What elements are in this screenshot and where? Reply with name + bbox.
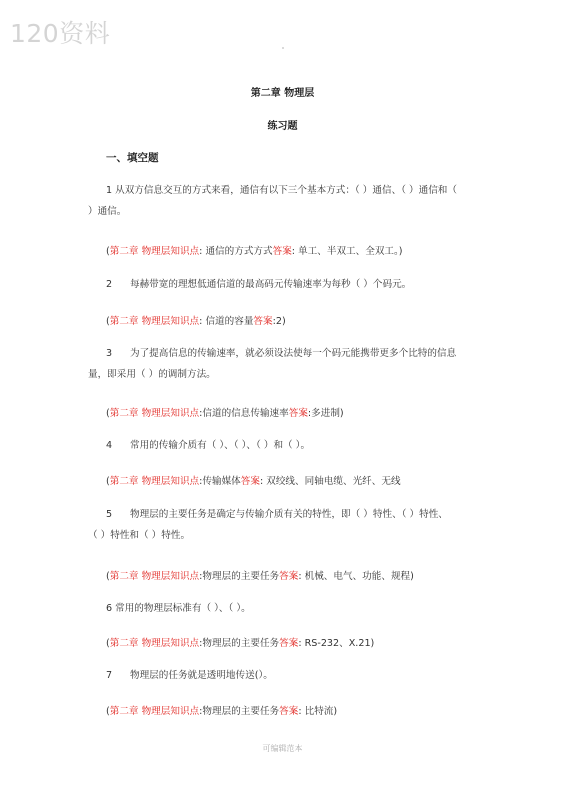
question-number: 6 [106, 603, 113, 614]
answer-chapter: 第二章 物理层知识点 [109, 571, 200, 582]
watermark-logo: 120资料 [10, 19, 111, 48]
question-6 [106, 598, 486, 619]
answer-point: : 通信的方式方式 [199, 246, 273, 257]
answer-5 [106, 568, 506, 582]
question-number: 7 [106, 670, 113, 681]
question-text: 常用的物理层标准有（ ）、（ ）。 [115, 603, 251, 614]
question-text: 每赫带宽的理想低通信道的最高码元传输速率为每秒（ ）个码元。 [130, 279, 412, 290]
answer-prefix: ( [106, 316, 110, 327]
page-footer: 可编辑范本 [262, 744, 303, 753]
section-heading: 一、填空题 [106, 152, 159, 164]
answer-3 [106, 405, 506, 419]
answer-chapter: 第二章 物理层知识点 [109, 638, 200, 649]
answer-chapter: 第二章 物理层知识点 [109, 476, 200, 487]
question-text: 为了提高信息的传输速率，就必须设法使每一个码元能携带更多个比特的信息 [130, 348, 457, 359]
question-number: 5 [106, 509, 113, 520]
decor-dot [282, 47, 284, 49]
answer-chapter: 第二章 物理层知识点 [109, 316, 200, 327]
chapter-title: 第二章 物理层 [250, 88, 315, 99]
answer-text: :多进制) [307, 408, 344, 419]
answer-chapter: 第二章 物理层知识点 [109, 246, 200, 257]
answer-label: 答案 [279, 571, 299, 582]
question-text-cont: （ ）特性和（ ）特性。 [88, 530, 191, 541]
answer-prefix: ( [106, 706, 110, 717]
answer-2 [106, 313, 506, 327]
answer-point: :物理层的主要任务 [199, 706, 280, 717]
answer-label: 答案 [272, 246, 292, 257]
answer-text: : 单工、半双工、全双工。) [291, 246, 403, 257]
question-7 [106, 665, 486, 686]
answer-text: : 比特流) [298, 706, 338, 717]
question-3 [88, 343, 486, 385]
answer-prefix: ( [106, 571, 110, 582]
question-text: 物理层的主要任务是确定与传输介质有关的特性，即（ ）特性、（ ）特性、 [130, 509, 448, 520]
answer-prefix: ( [106, 408, 110, 419]
answer-label: 答案 [279, 638, 299, 649]
question-4 [106, 435, 486, 456]
answer-chapter: 第二章 物理层知识点 [109, 408, 200, 419]
question-text-cont: ）通信。 [88, 206, 127, 217]
question-text: 物理层的任务就是透明地传送(）。 [130, 670, 273, 681]
answer-prefix: ( [106, 246, 110, 257]
answer-point: :物理层的主要任务 [199, 571, 280, 582]
answer-point: :传输媒体 [199, 476, 241, 487]
question-number: 4 [106, 440, 113, 451]
answer-point: :信道的信息传输速率 [199, 408, 289, 419]
answer-point: :物理层的主要任务 [199, 638, 280, 649]
question-number: 2 [106, 279, 113, 290]
question-text: 从双方信息交互的方式来看，通信有以下三个基本方式：（ ）通信、（ ）通信和（ [115, 185, 457, 196]
answer-label: 答案 [279, 706, 299, 717]
answer-prefix: ( [106, 476, 110, 487]
question-2 [106, 274, 486, 295]
question-text-cont: 量，即采用（ ）的调制方法。 [88, 369, 216, 380]
exercise-title: 练习题 [267, 121, 298, 132]
answer-text: : RS-232、X.21) [298, 638, 375, 649]
answer-chapter: 第二章 物理层知识点 [109, 706, 200, 717]
answer-label: 答案 [253, 316, 273, 327]
answer-6 [106, 635, 506, 649]
answer-4 [106, 473, 506, 487]
answer-label: 答案 [240, 476, 260, 487]
answer-label: 答案 [288, 408, 308, 419]
question-number: 1 [106, 185, 113, 196]
question-number: 3 [106, 348, 113, 359]
answer-text: : 双绞线、同轴电缆、光纤、无线 [259, 476, 401, 487]
answer-prefix: ( [106, 638, 110, 649]
answer-point: : 信道的容量 [199, 316, 254, 327]
question-1 [88, 180, 486, 222]
question-5 [88, 504, 486, 546]
answer-text: : 机械、电气、功能、规程) [298, 571, 414, 582]
answer-1 [106, 243, 506, 257]
answer-text: :2) [272, 316, 286, 327]
answer-7 [106, 703, 506, 717]
question-text: 常用的传输介质有（ ）、（ ）、（ ）和（ ）。 [130, 440, 311, 451]
